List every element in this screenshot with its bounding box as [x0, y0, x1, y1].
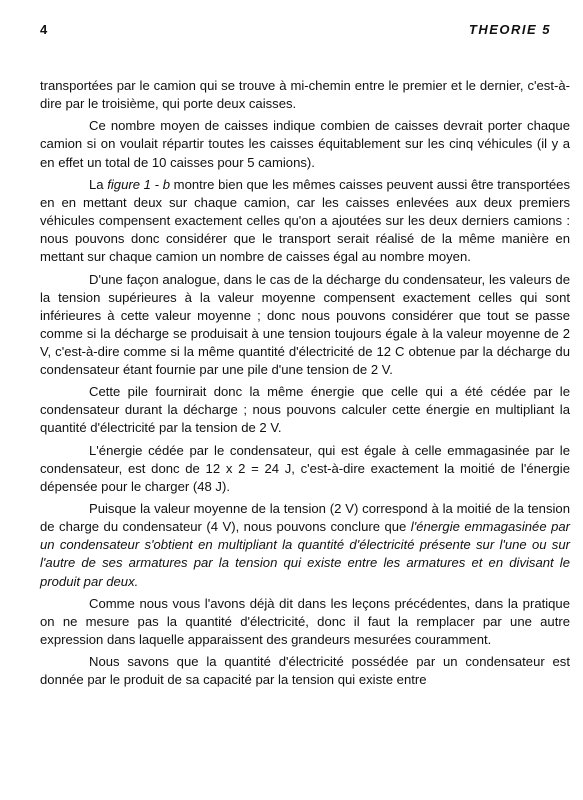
paragraph-text: Puisque la valeur moyenne de la tension (2 V) correspond à la moitié de la tension de charge du condensateur (4 V), nous pouvons conclure que — [40, 501, 570, 535]
paragraph — [40, 500, 570, 590]
paragraph-text: D'une façon analogue, dans le cas de la décharge du condensateur, les valeurs de la tension supérieures à la valeur moyenne compensent exactement celles qui sont inférieures à cette valeur moyenne ; donc nous pouvons considérer que tout se passe comme si la décharge se produisait à une tension toujours égale à la valeur moyenne de 2 V, c'est-à-dire comme si la même quantité d'électricité de 12 C obtenue par la décharge du condensateur étant fournie par une pile d'une tension de 2 V. — [40, 271, 570, 377]
paragraph — [40, 176, 570, 266]
emphasized-statement: l'énergie emmagasinée par un condensateur s'obtient en multipliant la quantité d'électricité présente sur l'une ou sur l'autre de ses armatures par la tension qui existe entre les armatures et en divisant le produit par deux. — [40, 519, 570, 589]
paragraph — [40, 271, 570, 380]
paragraph-text: Nous savons que la quantité d'électricité possédée par un condensateur est donnée par le produit de sa capacité par la tension qui existe entre — [40, 654, 570, 688]
paragraph — [40, 383, 570, 437]
page-header — [40, 22, 551, 44]
body-text — [40, 77, 570, 694]
figure-reference: figure 1 - b — [107, 176, 170, 192]
paragraph-text: Comme nous vous l'avons déjà dit dans les leçons précédentes, dans la pratique on ne mesure pas la quantité d'électricité, donc il faut la remplacer par une autre expression dans laquelle apparaissent des grandeurs mesurées couramment. — [40, 595, 570, 648]
paragraph-text: transportées par le camion qui se trouve à mi-chemin entre le premier et le dernier, c'est-à-dire par le troisième, qui porte deux caisses. — [40, 78, 570, 112]
paragraph-text: La — [89, 176, 108, 192]
paragraph-text: L'énergie cédée par le condensateur, qui est égale à celle emmagasinée par le condensateur, est donc de 12 x 2 = 24 J, c'est-à-dire exactement la moitié de l'énergie dépensée pour le charger (48 J). — [40, 442, 570, 494]
paragraph — [40, 595, 570, 649]
paragraph-text: montre bien que les mêmes caisses peuvent aussi être transportées en en mettant deux sur chaque camion, car les caisses enlevées aux deux premiers véhicules compensent exactement celles qu'on a ajoutées sur les deux derniers camions : nous pouvons donc considérer que le transport serait réalisé de la même manière en mettant sur chaque camion un nombre de caisses égal au nombre moyen. — [40, 176, 570, 265]
paragraph-text: Ce nombre moyen de caisses indique combien de caisses devrait porter chaque camion si on voulait répartir toutes les caisses équitablement sur les cinq véhicules (il y a en effet un total de 10 caisses pour 5 camions). — [40, 118, 570, 170]
paragraph-text: Cette pile fournirait donc la même énergie que celle qui a été cédée par le condensateur durant la décharge ; nous pouvons calculer cette énergie en multipliant la quantité d'électricité par la tension de 2 V. — [40, 384, 570, 436]
paragraph — [40, 653, 570, 689]
paragraph — [40, 77, 570, 113]
page-number: 4 — [40, 22, 48, 37]
running-title: THEORIE 5 — [468, 22, 551, 37]
paragraph — [40, 442, 570, 496]
paragraph — [40, 117, 570, 171]
